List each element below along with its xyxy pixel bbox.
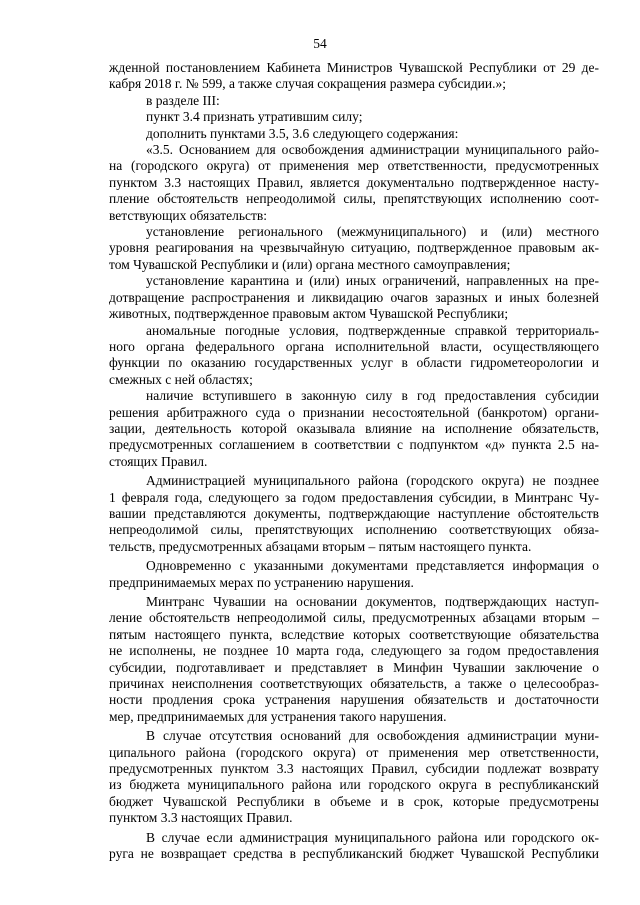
text-line: бюджет Чувашской Республики в объеме и в срок, которые предусмотрены [109, 793, 599, 809]
text-line: ного органа федерального органа исполнительной власти, осуществляющего [109, 338, 599, 354]
text-line: непреодолимой силы, препятствующих исполнению соответствующих обяза- [109, 522, 599, 538]
text-line: ности продления срока устранения нарушения обязательств и достаточности [109, 692, 599, 708]
text-line: предпринимаемых мерах по устранению нарушения. [109, 574, 414, 590]
text-line: ципального района (городского округа) от применения мер ответственности, [109, 744, 599, 760]
text-line: на (городского округа) от применения мер ответственности, предусмотренных [109, 158, 599, 174]
text-line: пунктом 3.3 настоящих Правил. [109, 810, 293, 826]
text-line: вашии представляются документы, подтверждающие наступление обстоятельств [109, 505, 599, 521]
text-line: В случае если администрация муниципального района или городского ок- [146, 829, 599, 845]
text-line: ветствующих обязательств: [109, 207, 268, 223]
text-line: установление регионального (межмуниципального) и (или) местного [146, 224, 599, 240]
text-line: пункт 3.4 признать утратившим силу; [146, 109, 363, 125]
text-line: руга не возвращает средства в республиканский бюджет Чувашской Республики [109, 846, 599, 862]
text-line: смежных с ней областях; [109, 371, 253, 387]
text-line: жденной постановлением Кабинета Министров Чувашской Республики от 29 де- [109, 60, 599, 75]
text-line: В случае отсутствия оснований для освобождения администрации муни- [146, 728, 599, 744]
text-line: дополнить пунктами 3.5, 3.6 следующего содержания: [146, 125, 459, 141]
text-line: уровня реагирования на чрезвычайную ситуацию, подтвержденное правовым ак- [109, 240, 599, 256]
text-line: Минтранс Чувашии на основании документов, подтверждающих наступ- [146, 594, 599, 609]
text-line: предусмотренных пунктом 3.3 настоящих Правил, субсидии подлежат возврату [109, 761, 599, 777]
page-number: 54 [313, 36, 327, 51]
text-line: пунктом 3.3 настоящих Правил, является документально подтвержденное насту- [109, 174, 599, 190]
text-line: причинах неисполнения соответствующих обязательств, а также о целесообраз- [109, 676, 599, 692]
text-line: пятым настоящего пункта, вследствие которых соответствующие обязательства [109, 626, 599, 642]
text-line: мер, предпринимаемых для устранения такого нарушения. [109, 708, 447, 724]
text-line: том Чувашской Республики и (или) органа местного самоуправления; [109, 256, 511, 272]
text-line: стоящих Правил. [109, 453, 208, 469]
text-line: установление карантина и (или) иных ограничений, направленных на пре- [146, 273, 599, 289]
text-line: решения арбитражного суда о признании несостоятельной (банкротом) органи- [109, 404, 599, 420]
text-line: из бюджета муниципального района или городского округа в республиканский [109, 777, 599, 793]
text-line: Одновременно с указанными документами представляется информация о [146, 558, 599, 574]
text-line: зации, деятельность которой оказывала влияние на исполнение обязательств, [109, 420, 599, 436]
text-line: функции по оказанию государственных услуг в области гидрометеорологии и [109, 355, 599, 371]
body-text [109, 60, 599, 863]
text-line: не исполнены, не позднее 10 марта года, следующего за годом предоставления [109, 643, 599, 659]
text-line: в разделе III: [146, 92, 220, 108]
text-line: Администрацией муниципального района (городского округа) не позднее [146, 473, 599, 489]
text-line: ление обстоятельств непреодолимой силы, предусмотренных абзацами вторым – [109, 610, 599, 626]
text-line: пление обстоятельств непреодолимой силы, препятствующих исполнению соот- [109, 191, 599, 207]
text-line: аномальные погодные условия, подтвержденные справкой территориаль- [146, 322, 599, 338]
text-line: дотвращение распространения и ликвидацию очагов заразных и иных болезней [109, 289, 599, 305]
text-line: наличие вступившего в законную силу в год предоставления субсидии [146, 388, 599, 404]
text-line: 1 февраля года, следующего за годом предоставления субсидии, в Минтранс Чу- [109, 489, 599, 505]
text-line: кабря 2018 г. № 599, а также случая сокращения размера субсидии.»; [109, 76, 506, 92]
text-line: животных, подтвержденное правовым актом Чувашской Республики; [109, 306, 509, 322]
text-line: тельств, предусмотренных абзацами вторым – пятым настоящего пункта. [109, 538, 532, 554]
text-line: предусмотренных соглашением в соответствии с подпунктом «д» пункта 2.5 на- [109, 437, 599, 453]
text-line: субсидии, подготавливает и представляет в Минфин Чувашии заключение о [109, 659, 599, 675]
text-line: «3.5. Основанием для освобождения администрации муниципального райо- [146, 142, 599, 158]
